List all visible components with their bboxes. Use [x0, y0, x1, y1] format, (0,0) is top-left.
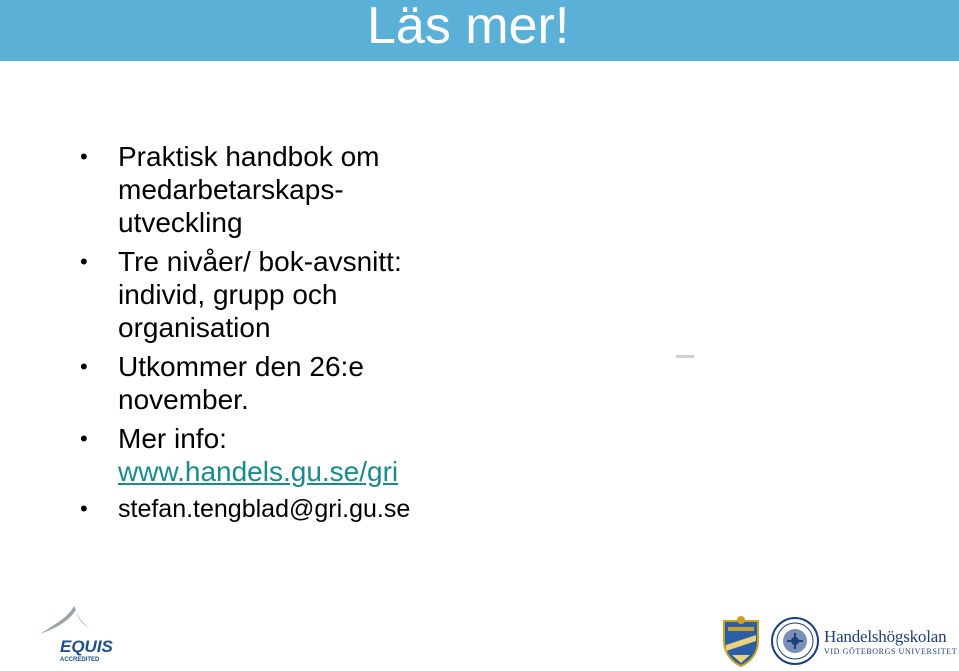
bullet-item-handbook	[80, 140, 500, 239]
bullet-line: Mer info:	[118, 423, 227, 454]
bullet-dot-icon: •	[80, 144, 88, 169]
bullet-line: medarbetarskaps-	[118, 174, 344, 205]
bullet-line: Praktisk handbok om	[118, 141, 380, 172]
bullet-dot-icon: •	[80, 426, 88, 451]
bullet-dot-icon: •	[80, 354, 88, 379]
slide-title: Läs mer!	[367, 0, 570, 55]
bullet-line: Utkommer den 26:e	[118, 351, 364, 382]
bullet-item-email	[80, 494, 500, 524]
equis-text: EQUIS	[60, 637, 113, 656]
footer-logos	[718, 615, 958, 667]
bullet-item-release	[80, 350, 500, 416]
bullet-line: individ, grupp och	[118, 279, 338, 310]
bullet-dot-icon: •	[80, 496, 88, 521]
school-subtitle: VID GÖTEBORGS UNIVERSITET	[824, 647, 958, 656]
bullet-item-levels	[80, 245, 500, 344]
info-link[interactable]: www.handels.gu.se/gri	[118, 456, 399, 487]
bullet-list	[80, 140, 500, 530]
school-name: Handelshögskolan	[824, 627, 947, 646]
bullet-item-more-info	[80, 422, 500, 488]
bullet-dot-icon: •	[80, 249, 88, 274]
equis-sub: ACCREDITED	[60, 657, 100, 663]
bullet-line: organisation	[118, 312, 271, 343]
equis-swoosh-icon	[76, 610, 90, 628]
university-seal-icon	[770, 616, 820, 666]
equis-swoosh-icon	[40, 606, 76, 634]
equis-logo	[38, 604, 118, 664]
gu-crest-icon	[718, 615, 764, 667]
bullet-line: Tre nivåer/ bok-avsnitt:	[118, 246, 402, 277]
bullet-line: november.	[118, 384, 249, 415]
bullet-line: utveckling	[118, 207, 243, 238]
email-text: stefan.tengblad@gri.gu.se	[118, 495, 411, 523]
decorative-mark	[676, 355, 694, 358]
